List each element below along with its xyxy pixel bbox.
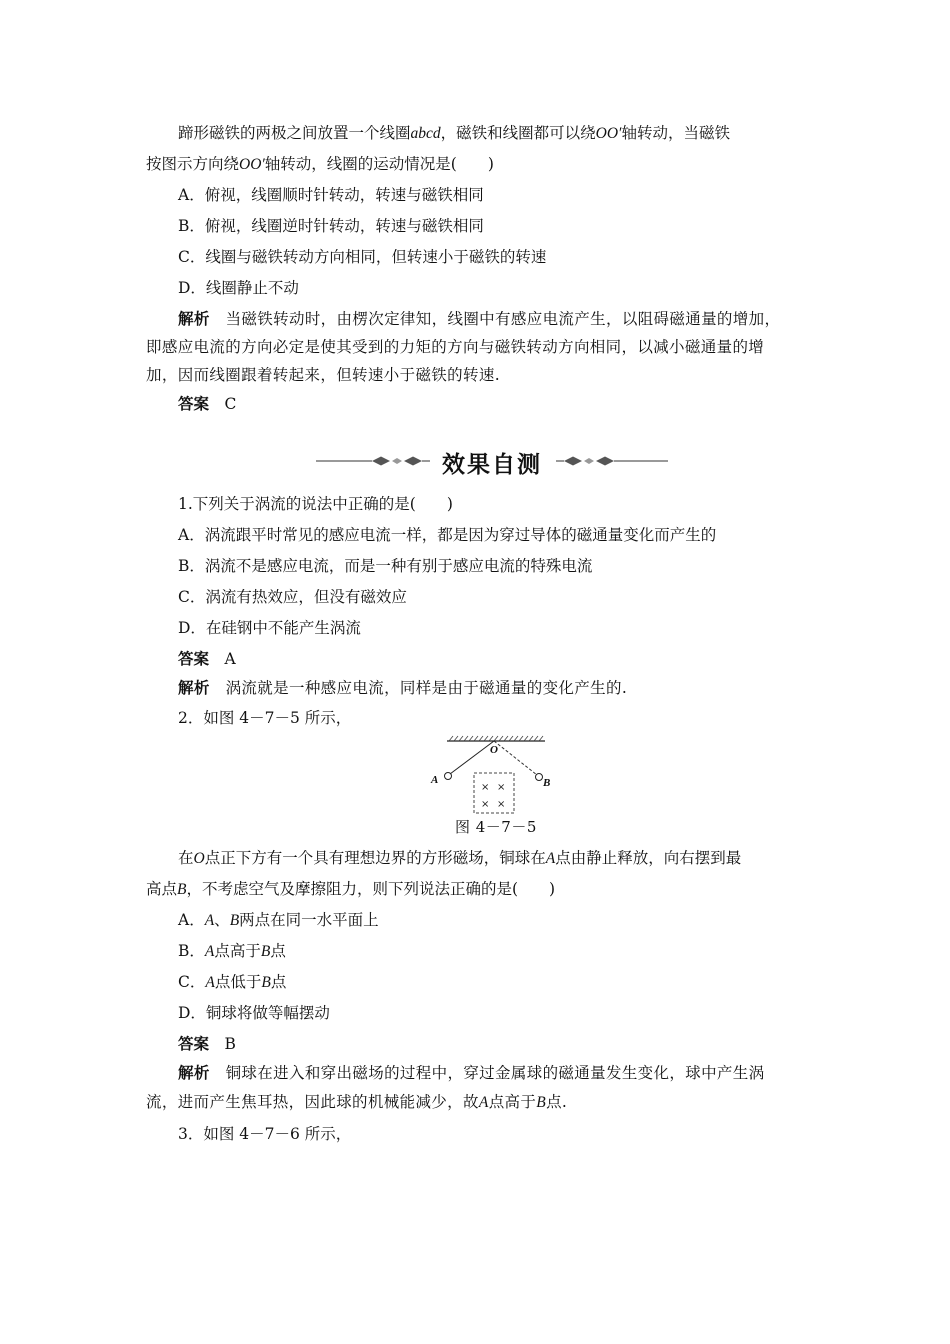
field-mark: × bbox=[497, 782, 506, 793]
axis-label: OO′ bbox=[239, 156, 265, 173]
intro-text: 轴转动，当磁铁 bbox=[621, 124, 730, 142]
q2-analysis-line-2 bbox=[146, 1092, 567, 1113]
option-text: 点高于 bbox=[214, 942, 261, 960]
q1-option-b: B．涡流不是感应电流，而是一种有别于感应电流的特殊电流 bbox=[178, 557, 593, 575]
section-title: 效果自测 bbox=[442, 452, 542, 478]
intro-answer bbox=[178, 394, 236, 414]
section-heading bbox=[0, 445, 950, 481]
answer-label: 答案 bbox=[178, 1035, 210, 1053]
intro-text: 蹄形磁铁的两极之间放置一个线圈 bbox=[178, 124, 411, 142]
q1-answer bbox=[178, 649, 236, 669]
answer-value: A bbox=[224, 650, 236, 668]
q2-text: 高点 bbox=[146, 880, 178, 898]
q1-option-d: D．在硅钢中不能产生涡流 bbox=[178, 619, 361, 637]
analysis-label: 解析 bbox=[178, 1064, 210, 1082]
option-text: 点 bbox=[270, 942, 286, 960]
q2-stem: 2．如图 4－7－5 所示， bbox=[178, 709, 352, 727]
option-text: 两点在同一水平面上 bbox=[239, 911, 379, 929]
option-text: 点 bbox=[270, 973, 287, 991]
intro-analysis-line-2: 即感应电流的方向必定是使其受到的力矩的方向与磁铁转动方向相同，以减小磁通量的增 bbox=[146, 338, 765, 356]
answer-label: 答案 bbox=[178, 395, 210, 413]
option-prefix: C． bbox=[178, 973, 206, 991]
analysis-text: 铜球在进入和穿出磁场的过程中，穿过金属球的磁通量发生变化，球中产生涡 bbox=[225, 1064, 765, 1082]
q1-option-c: C．涡流有热效应，但没有磁效应 bbox=[178, 588, 407, 606]
q2-body-line-1 bbox=[178, 848, 741, 869]
field-mark: × bbox=[497, 799, 506, 810]
intro-text: ，磁铁和线圈都可以绕 bbox=[440, 124, 596, 142]
option-prefix: A． bbox=[178, 911, 205, 929]
q2-option-a bbox=[178, 910, 379, 931]
q2-text: 点由静止释放，向右摆到最 bbox=[555, 849, 742, 867]
pendulum-diagram bbox=[427, 733, 551, 817]
coil-label: abcd bbox=[410, 125, 441, 142]
point-label: A bbox=[204, 943, 215, 960]
intro-text: 按图示方向绕 bbox=[146, 155, 240, 173]
intro-option-b: B．俯视，线圈逆时针转动，转速与磁铁相同 bbox=[178, 217, 484, 235]
point-label: A bbox=[545, 850, 556, 867]
field-mark: × bbox=[481, 782, 490, 793]
analysis-text: 流，进而产生焦耳热，因此球的机械能减少，故 bbox=[146, 1093, 479, 1111]
analysis-text: 点. bbox=[546, 1093, 568, 1111]
q1-stem: 1.下列关于涡流的说法中正确的是( ) bbox=[178, 495, 453, 513]
q2-text: ，不考虑空气及摩擦阻力，则下列说法正确的是( ) bbox=[186, 880, 556, 898]
analysis-text: 点高于 bbox=[488, 1093, 537, 1111]
q2-body-line-2 bbox=[146, 879, 555, 900]
point-label: B bbox=[261, 974, 271, 991]
q2-answer bbox=[178, 1034, 236, 1054]
q3-stem: 3．如图 4－7－6 所示， bbox=[178, 1125, 352, 1143]
point-label: B bbox=[177, 881, 187, 898]
answer-value: B bbox=[224, 1035, 236, 1053]
analysis-label: 解析 bbox=[178, 310, 210, 328]
point-label: A bbox=[205, 974, 215, 991]
intro-analysis-line-1 bbox=[178, 309, 780, 329]
q1-option-a: A．涡流跟平时常见的感应电流一样，都是因为穿过导体的磁通量变化而产生的 bbox=[178, 526, 717, 544]
option-text: 、 bbox=[214, 911, 230, 929]
pendulum-figure bbox=[427, 733, 551, 821]
analysis-text: 涡流就是一种感应电流，同样是由于磁通量的变化产生的. bbox=[225, 679, 628, 697]
q2-option-c bbox=[178, 972, 286, 993]
intro-option-a: A．俯视，线圈顺时针转动，转速与磁铁相同 bbox=[178, 186, 484, 204]
q1-analysis bbox=[178, 678, 627, 698]
point-label: O bbox=[193, 850, 205, 867]
analysis-text: 当磁铁转动时，由楞次定律知，线圈中有感应电流产生，以阻碍磁通量的增加， bbox=[225, 310, 781, 328]
q2-option-b bbox=[178, 941, 286, 962]
q2-option-d: D．铜球将做等幅摆动 bbox=[178, 1004, 330, 1022]
point-label: A bbox=[478, 1094, 489, 1111]
q2-text: 点正下方有一个具有理想边界的方形磁场，铜球在 bbox=[204, 849, 546, 867]
q2-analysis-line-1 bbox=[178, 1063, 764, 1083]
label-o: O bbox=[490, 744, 498, 756]
figure-caption: 图 4－7－5 bbox=[455, 818, 537, 836]
intro-option-d: D．线圈静止不动 bbox=[178, 279, 299, 297]
intro-text: 轴转动，线圈的运动情况是( ) bbox=[264, 155, 494, 173]
intro-stem-line-2 bbox=[146, 154, 494, 175]
point-label: B bbox=[229, 912, 240, 929]
intro-stem-line-1 bbox=[178, 123, 730, 144]
label-a: A bbox=[431, 774, 439, 786]
intro-option-c: C．线圈与磁铁转动方向相同，但转速小于磁铁的转速 bbox=[178, 248, 547, 266]
point-label: B bbox=[260, 943, 271, 960]
axis-label: OO′ bbox=[595, 125, 622, 142]
answer-label: 答案 bbox=[178, 650, 210, 668]
q2-text: 在 bbox=[178, 849, 194, 867]
point-label: B bbox=[536, 1094, 547, 1111]
answer-value: C bbox=[224, 395, 237, 413]
option-prefix: B． bbox=[178, 942, 205, 960]
option-text: 点低于 bbox=[214, 973, 262, 991]
intro-analysis-line-3: 加，因而线圈跟着转起来，但转速小于磁铁的转速. bbox=[146, 366, 500, 384]
label-b: B bbox=[543, 777, 551, 789]
field-mark: × bbox=[481, 799, 490, 810]
point-label: A bbox=[204, 912, 215, 929]
analysis-label: 解析 bbox=[178, 679, 210, 697]
